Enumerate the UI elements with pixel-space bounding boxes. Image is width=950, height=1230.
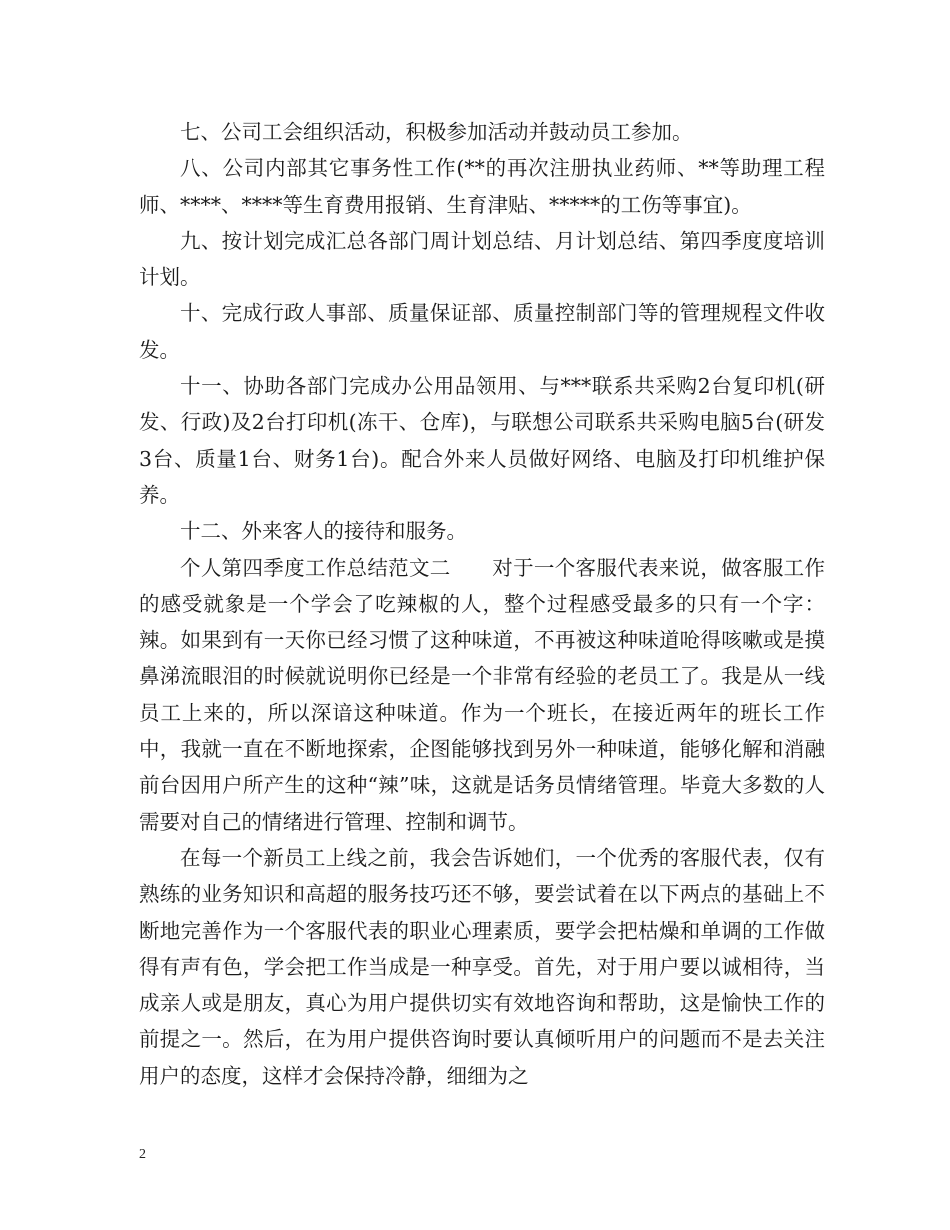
paragraph-8: 八、公司内部其它事务性工作(**的再次注册执业药师、**等助理工程师、****、****等生育费用报销、生育津贴、*****的工伤等事宜)。 xyxy=(139,156,825,217)
paragraph-summary-intro: 个人第四季度工作总结范文二 对于一个客服代表来说，做客服工作的感受就象是一个学会了吃辣椒的人，整个过程感受最多的只有一个字：辣。如果到有一天你已经习惯了这种味道，不再被这种味道呛得咳嗽或是摸鼻涕流眼泪的时候就说明你已经是一个非常有经验的老员工了。我是从一线员工上来的，所以深谙这种味道。作为一个班长，在接近两年的班长工作中，我就一直在不断地探索，企图能够找到另外一种味道，能够化解和消融前台因用户所产生的这种“辣”味，这就是话务员情绪管理。毕竟大多数的人需要对自己的情绪进行管理、控制和调节。 xyxy=(139,555,825,834)
paragraph-new-employee: 在每一个新员工上线之前，我会告诉她们，一个优秀的客服代表，仅有熟练的业务知识和高超的服务技巧还不够，要尝试着在以下两点的基础上不断地完善作为一个客服代表的职业心理素质，要学会把枯燥和单调的工作做得有声有色，学会把工作当成是一种享受。首先，对于用户要以诚相待，当成亲人或是朋友，真心为用户提供切实有效地咨询和帮助，这是愉快工作的前提之一。然后，在为用户提供咨询时要认真倾听用户的问题而不是去关注用户的态度，这样才会保持冷静，细细为之 xyxy=(139,845,825,1088)
paragraph-10: 十、完成行政人事部、质量保证部、质量控制部门等的管理规程文件收发。 xyxy=(139,301,825,362)
document-body xyxy=(139,114,825,1094)
paragraph-7: 七、公司工会组织活动，积极参加活动并鼓动员工参加。 xyxy=(180,120,693,144)
page-number: 2 xyxy=(139,1147,146,1162)
paragraph-11: 十一、协助各部门完成办公用品领用、与***联系共采购2台复印机(研发、行政)及2台打印机(冻干、仓库)，与联想公司联系共采购电脑5台(研发3台、质量1台、财务1台)。配合外来人员做好网络、电脑及打印机维护保养。 xyxy=(139,374,825,507)
paragraph-12: 十二、外来客人的接待和服务。 xyxy=(180,519,467,544)
paragraph-9: 九、按计划完成汇总各部门周计划总结、月计划总结、第四季度度培训计划。 xyxy=(139,228,825,290)
